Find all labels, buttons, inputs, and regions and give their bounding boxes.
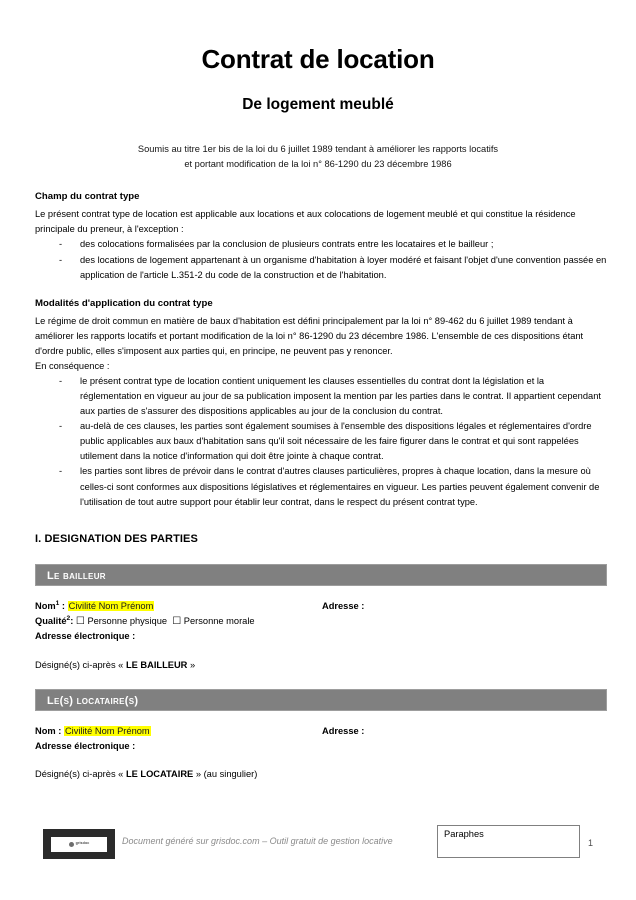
list-item: - des locations de logement appartenant à un organisme d'habitation à loyer modéré et faisant l'objet d'une convention passée en application de l'article L.351-2 du code de la construction et de l'habitation. — [35, 253, 607, 283]
list-item: - au-delà de ces clauses, les parties sont également soumises à l'ensemble des dispositions légales et réglementaires d'ordre public applicables aux baux d'habitation sans qu'il soit nécessaire de les faire figurer dans le contrat et qui sont rappelées utilement dans la notice d'information qui doit être jointe à chaque contrat. — [35, 419, 607, 464]
logo-text: grisdoc — [75, 841, 90, 846]
designation-prefix: Désigné(s) ci-après « — [35, 659, 126, 670]
field-adresse-locataire[interactable] — [322, 724, 364, 738]
field-colon: : — [70, 615, 76, 626]
cloud-icon — [69, 842, 74, 847]
page-number: 1 — [588, 838, 594, 848]
field-colon: : — [59, 601, 68, 612]
page-footer — [0, 820, 636, 878]
field-email-bailleur[interactable] — [35, 629, 607, 643]
designation-prefix: Désigné(s) ci-après « — [35, 769, 126, 780]
section-heading-modalites: Modalités d'application du contrat type — [35, 297, 213, 309]
section-bar-locataire-label: Le(s) locataire(s) — [47, 695, 139, 708]
field-nom-bailleur — [35, 599, 607, 614]
section-heading-champ: Champ du contrat type — [35, 191, 140, 202]
section-champ-bullet-list — [35, 237, 607, 282]
designation-bailleur-caption — [35, 658, 607, 673]
grisdoc-logo — [43, 829, 115, 859]
field-label-qualite: Qualité — [35, 615, 67, 626]
legal-line-1: Soumis au titre 1er bis de la loi du 6 juillet 1989 tendant à améliorer les rapports locatifs — [137, 143, 499, 154]
footer-generated-note: Document généré sur grisdoc.com – Outil gratuit de gestion locative — [122, 836, 393, 846]
checkbox-personne-physique[interactable]: ☐ — [75, 615, 85, 627]
spacer — [35, 510, 607, 532]
section-champ-du-contrat-type — [35, 190, 607, 283]
party-block-locataire — [35, 711, 607, 753]
list-item: - le présent contrat type de location contient uniquement les clauses essentielles du contrat dont la législation et la réglementation en vigueur au jour de sa publication imposent la mention par les parties dans le contrat. Il appartient cependant aux parties de s'assurer des dispositions applicables au jour de la conclusion du contrat. — [35, 374, 607, 419]
page-title-designation: I. DESIGNATION DES PARTIES — [35, 532, 198, 545]
field-adresse-bailleur[interactable] — [322, 599, 364, 613]
section-modalites-application — [35, 297, 607, 510]
field-label-nom: Nom — [35, 601, 56, 612]
spacer — [35, 644, 607, 658]
field-qualite-bailleur — [35, 614, 607, 630]
logo-inner-box — [51, 837, 107, 852]
party-block-bailleur — [35, 586, 607, 644]
paraphes-box[interactable] — [437, 825, 580, 858]
footnote-marker-1: 1 — [55, 600, 60, 608]
section-modalites-consequence: En conséquence : — [35, 361, 110, 372]
document-body — [35, 190, 607, 782]
document-title: Contrat de location — [201, 44, 435, 74]
checkbox-label-personne-physique: Personne physique — [87, 615, 168, 626]
field-label-email: Adresse électronique : — [35, 631, 136, 642]
footnote-marker-2: 2 — [66, 614, 71, 622]
checkbox-personne-morale[interactable]: ☐ — [172, 615, 182, 627]
spacer — [35, 753, 607, 767]
list-item: - les parties sont libres de prévoir dans le contrat d'autres clauses particulières, propres à chaque location, dans la mesure où celles-ci sont conformes aux dispositions législatives et réglementaires en vigueur. Les parties peuvent également convenir de l'utilisation de tout autre support pour établir leur contrat, dans le respect du présent contrat type. — [35, 464, 607, 509]
legal-line-2: et portant modification de la loi n° 86-1290 du 23 décembre 1986 — [184, 158, 452, 169]
list-item: - des colocations formalisées par la conclusion de plusieurs contrats entre les locataires et le bailleur ; — [35, 237, 607, 252]
designation-suffix: » (au singulier) — [193, 769, 258, 780]
checkbox-label-personne-morale: Personne morale — [183, 615, 255, 626]
field-value-nom-locataire[interactable]: Civilité Nom Prénom — [64, 726, 150, 737]
section-modalites-bullet-list — [35, 374, 607, 509]
spacer — [35, 547, 607, 564]
designation-locataire-caption — [35, 767, 607, 782]
document-legal-reference — [0, 113, 636, 172]
field-label-adresse: Adresse : — [322, 601, 365, 612]
field-value-nom-bailleur[interactable]: Civilité Nom Prénom — [68, 601, 154, 612]
section-bar-bailleur — [35, 564, 607, 586]
section-bar-bailleur-label: Le bailleur — [47, 570, 106, 583]
field-label-email: Adresse électronique : — [35, 740, 136, 751]
field-colon: : — [55, 726, 64, 737]
paraphes-label: Paraphes — [444, 829, 484, 839]
field-email-locataire[interactable] — [35, 739, 607, 753]
section-modalites-paragraph: Le régime de droit commun en matière de baux d'habitation est défini principalement par la loi n° 89-462 du 6 juillet 1989 tendant à améliorer les rapports locatifs et portant modification de la loi n° 86-1290 du 23 décembre 1986. L'ensemble de ces dispositions étant d'ordre public, elles s'imposent aux parties qui, en principe, ne peuvent pas y renoncer. — [35, 316, 584, 357]
designation-suffix: » — [187, 659, 196, 670]
section-bar-locataire — [35, 689, 607, 711]
designation-term-locataire: LE LOCATAIRE — [125, 769, 194, 780]
document-subtitle: De logement meublé — [242, 95, 394, 113]
field-label-nom: Nom — [35, 726, 56, 737]
spacer — [35, 283, 607, 297]
spacer — [35, 672, 607, 689]
field-label-adresse: Adresse : — [322, 726, 365, 737]
field-nom-locataire — [35, 724, 607, 738]
section-champ-paragraph: Le présent contrat type de location est applicable aux locations et aux colocations de logement meublé et qui constitue la résidence principale du preneur, à l'exception : — [35, 209, 576, 235]
designation-term-bailleur: LE BAILLEUR — [125, 659, 188, 670]
